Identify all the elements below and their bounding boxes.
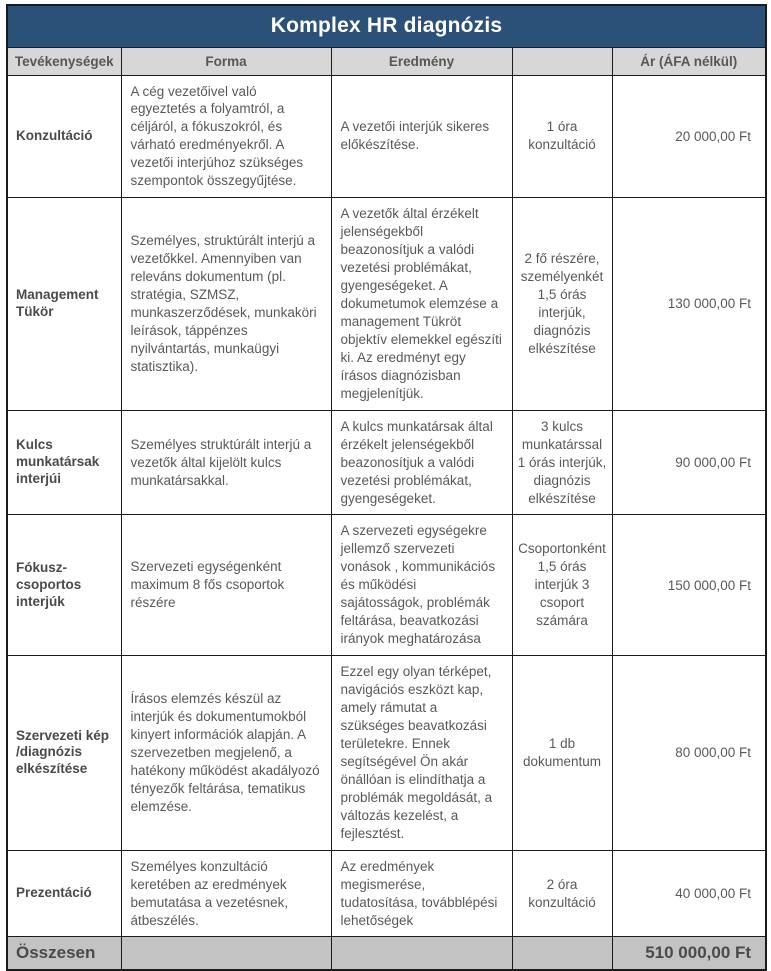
column-header-form: Forma <box>121 47 331 75</box>
row-quantity: 1 óra konzultáció <box>512 75 612 198</box>
row-activity: Fókusz-csoportos interjúk <box>7 515 121 656</box>
total-quantity-blank <box>512 937 612 970</box>
row-quantity: 2 óra konzultáció <box>512 850 612 937</box>
row-quantity: Csoportonként 1,5 órás interjúk 3 csoport számára <box>512 515 612 656</box>
table-row <box>7 515 766 656</box>
total-form-blank <box>121 937 331 970</box>
table-row <box>7 198 766 410</box>
row-activity: Konzultáció <box>7 75 121 198</box>
row-quantity: 3 kulcs munkatárssal 1 órás interjúk, diagnózis elkészítése <box>512 410 612 515</box>
row-result: A szervezeti egységekre jellemző szervezeti vonások , kommunikációs és működési sajátosságok, problémák feltárása, beavatkozási irányok meghatározása <box>331 515 512 656</box>
row-activity: Kulcs munkatársak interjúi <box>7 410 121 515</box>
row-price: 150 000,00 Ft <box>612 515 766 656</box>
total-label: Összesen <box>7 937 121 970</box>
table-header-row <box>7 47 766 75</box>
row-activity: Szervezeti kép /diagnózis elkészítése <box>7 656 121 851</box>
total-result-blank <box>331 937 512 970</box>
column-header-result: Eredmény <box>331 47 512 75</box>
row-quantity: 2 fő részére, személyenkét 1,5 órás interjúk, diagnózis elkészítése <box>512 198 612 410</box>
row-form: Személyes konzultáció keretében az eredmények bemutatása a vezetésnek, átbeszélés. <box>121 850 331 937</box>
row-price: 20 000,00 Ft <box>612 75 766 198</box>
row-price: 130 000,00 Ft <box>612 198 766 410</box>
total-price: 510 000,00 Ft <box>612 937 766 970</box>
column-header-activities: Tevékenységek <box>7 47 121 75</box>
column-header-price: Ár (ÁFA nélkül) <box>612 47 766 75</box>
row-form: Személyes struktúrált interjú a vezetők által kijelölt kulcs munkatársakkal. <box>121 410 331 515</box>
table-row <box>7 410 766 515</box>
table-row <box>7 75 766 198</box>
row-price: 80 000,00 Ft <box>612 656 766 851</box>
row-result: A vezetői interjúk sikeres előkészítése. <box>331 75 512 198</box>
row-result: A kulcs munkatársak által érzékelt jelenségekből beazonosítjuk a valódi vezetési problémákat, gyengeségeket. <box>331 410 512 515</box>
table-row <box>7 850 766 937</box>
hr-diagnosis-price-table <box>6 4 767 971</box>
row-form: Szervezeti egységenként maximum 8 fős csoportok részére <box>121 515 331 656</box>
row-result: A vezetők által érzékelt jelenségekből beazonosítjuk a valódi vezetési problémákat, gyengeségeket. A dokumetumok elemzése a management Tükröt objektív elemekkel egészíti ki. Az eredményt egy írásos diagnózisban megjelenítjük. <box>331 198 512 410</box>
row-activity: Management Tükör <box>7 198 121 410</box>
row-price: 40 000,00 Ft <box>612 850 766 937</box>
row-result: Ezzel egy olyan térképet, navigációs eszközt kap, amely rámutat a szükséges beavatkozási területekre. Ennek segítségével Ön akár önállóan is elindíthatja a problémák megoldását, a változás kezelést, a fejlesztést. <box>331 656 512 851</box>
page-title: Komplex HR diagnózis <box>7 5 766 47</box>
row-form: Személyes, struktúrált interjú a vezetőkkel. Amennyiben van releváns dokumentum (pl. stratégia, SZMSZ, munkaszerződések, munkaköri leírások, táppénzes nyilvántartás, munkaügyi statisztika). <box>121 198 331 410</box>
table-total-row <box>7 937 766 970</box>
row-result: Az eredmények megismerése, tudatosítása, továbblépési lehetőségek <box>331 850 512 937</box>
table-title-row <box>7 5 766 47</box>
table-row <box>7 656 766 851</box>
row-price: 90 000,00 Ft <box>612 410 766 515</box>
column-header-quantity <box>512 47 612 75</box>
row-form: A cég vezetőivel való egyeztetés a folyamtról, a céljáról, a fókuszokról, és várható eredményekről. A vezetői interjúhoz szükséges szempontok összegyűjtése. <box>121 75 331 198</box>
row-quantity: 1 db dokumentum <box>512 656 612 851</box>
row-activity: Prezentáció <box>7 850 121 937</box>
row-form: Írásos elemzés készül az interjúk és dokumentumokból kinyert információk alapján. A szervezetben megjelenő, a hatékony működést akadályozó tényezők feltárása, tematikus elemzése. <box>121 656 331 851</box>
